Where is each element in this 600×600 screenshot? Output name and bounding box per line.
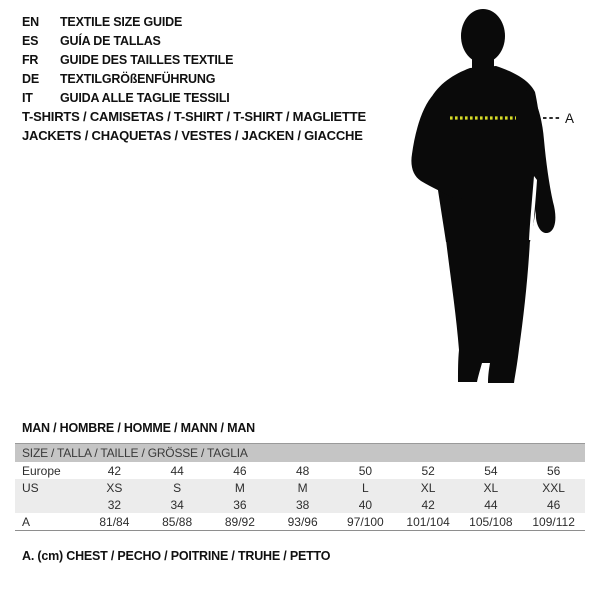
language-row [22, 89, 233, 108]
size-cell: 81/84 [99, 514, 130, 529]
table-row-europe [15, 462, 585, 479]
language-title: GUIDE DES TAILLES TEXTILE [60, 53, 234, 67]
size-cell: 42 [397, 496, 460, 513]
garment-categories [22, 107, 366, 145]
size-cell: S [146, 479, 209, 496]
size-cell: XL [460, 479, 523, 496]
size-cell: 85/88 [162, 514, 193, 529]
size-cell: 93/96 [287, 514, 318, 529]
size-cell: 38 [271, 496, 334, 513]
table-row-numeric [15, 496, 585, 513]
section-title-man: MAN / HOMBRE / HOMME / MANN / MAN [22, 421, 255, 435]
row-label: Europe [22, 463, 61, 478]
language-title: TEXTILE SIZE GUIDE [60, 15, 183, 29]
language-code: DE [22, 72, 39, 86]
measurement-footnote: A. (cm) CHEST / PECHO / POITRINE / TRUHE / PETTO [22, 549, 331, 563]
row-label: US [15, 479, 83, 496]
size-cell: 40 [334, 496, 397, 513]
category-line-tshirts: T-SHIRTS / CAMISETAS / T-SHIRT / T-SHIRT / MAGLIETTE [22, 109, 366, 124]
language-code: IT [22, 91, 33, 105]
silhouette-torso [430, 66, 542, 242]
language-title: GUÍA DE TALLAS [60, 34, 161, 48]
size-cell: 46 [233, 463, 247, 478]
size-table [15, 443, 585, 531]
size-cell: 109/112 [532, 514, 575, 529]
size-cell: 32 [83, 496, 146, 513]
language-code: ES [22, 34, 39, 48]
language-row [22, 32, 233, 51]
row-label [15, 496, 83, 513]
category-line-jackets: JACKETS / CHAQUETAS / VESTES / JACKEN / GIACCHE [22, 128, 363, 143]
language-list [22, 13, 233, 108]
table-header-cell: SIZE / TALLA / TAILLE / GRÖSSE / TAGLIA [15, 444, 585, 463]
size-cell: 105/108 [469, 514, 513, 529]
language-code: FR [22, 53, 39, 67]
size-cell: 42 [107, 463, 122, 478]
size-cell: 44 [170, 463, 184, 478]
size-cell: XL [397, 479, 460, 496]
man-silhouette-figure [408, 4, 580, 384]
size-cell: 48 [295, 463, 310, 478]
size-cell: XXL [522, 479, 585, 496]
size-cell: L [334, 479, 397, 496]
size-cell: M [209, 479, 272, 496]
table-header-row [15, 444, 585, 463]
language-row [22, 70, 233, 89]
size-cell: 56 [546, 463, 561, 478]
size-cell: 52 [421, 463, 435, 478]
man-silhouette-illustration [408, 4, 580, 384]
size-cell: 34 [146, 496, 209, 513]
size-cell: 50 [358, 463, 373, 478]
size-cell: M [271, 479, 334, 496]
size-cell: 101/104 [406, 514, 450, 529]
size-cell: 54 [484, 463, 498, 478]
size-cell: 46 [522, 496, 585, 513]
size-cell: 89/92 [224, 514, 255, 529]
language-row [22, 13, 233, 32]
size-cell: 36 [209, 496, 272, 513]
language-title: GUIDA ALLE TAGLIE TESSILI [60, 91, 230, 105]
language-title: TEXTILGRÖßENFÜHRUNG [60, 72, 216, 86]
language-row [22, 51, 233, 70]
table-row-us [15, 479, 585, 496]
size-cell: 97/100 [347, 514, 384, 529]
size-cell: XS [83, 479, 146, 496]
row-label: A [22, 514, 31, 529]
silhouette-legs [446, 240, 530, 383]
measure-label-a: A [565, 111, 575, 126]
language-code: EN [22, 15, 39, 29]
size-cell: 44 [460, 496, 523, 513]
table-row-chest-a [15, 513, 585, 531]
